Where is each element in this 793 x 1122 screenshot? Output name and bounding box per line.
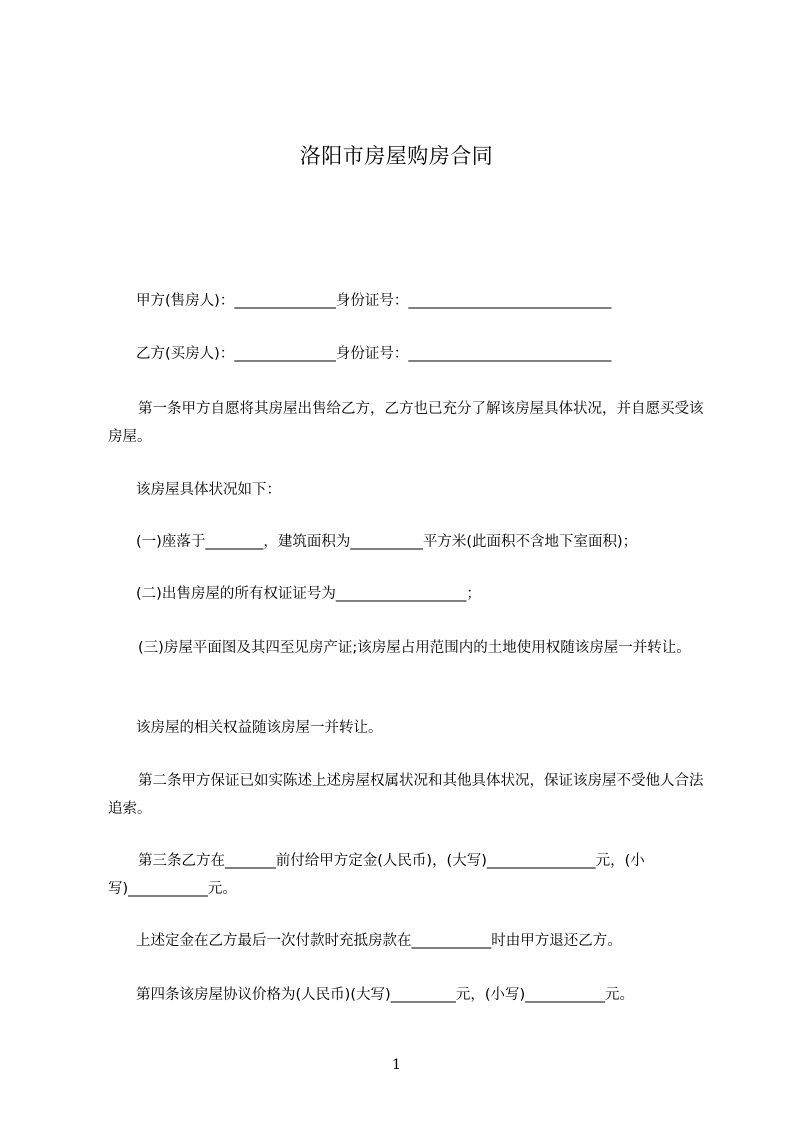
party-b-line: 乙方(买房人)：______________身份证号：____________________________ (136, 346, 612, 362)
page-number: 1 (392, 1057, 401, 1073)
deposit-offset: 上述定金在乙方最后一次付款时充抵房款在___________时由甲方退还乙方。 (136, 933, 622, 949)
house-item-2: (二)出售房屋的所有权证证号为__________________； (136, 586, 481, 602)
house-status-heading: 该房屋具体状况如下： (136, 482, 281, 498)
document-title: 洛阳市房屋购房合同 (299, 144, 494, 168)
article-4: 第四条该房屋协议价格为(人民币)(大写)_________元，(小写)___________元。 (136, 987, 634, 1003)
party-a-line: 甲方(售房人)：______________身份证号：____________________________ (136, 293, 612, 309)
house-item-3: (三)房屋平面图及其四至见房产证;该房屋占用范围内的土地使用权随该房屋一并转让。 (138, 640, 691, 656)
house-item-1: (一)座落于________，建筑面积为__________平方米(此面积不含地下室面积)； (136, 534, 638, 550)
article-3: 第三条乙方在_______前付给甲方定金(人民币)，(大写)_______________元，(小写)___________元。 (108, 853, 645, 897)
related-rights: 该房屋的相关权益随该房屋一并转让。 (136, 720, 383, 736)
article-2: 第二条甲方保证已如实陈述上述房屋权属状况和其他具体状况，保证该房屋不受他人合法追索。 (108, 773, 704, 817)
article-1: 第一条甲方自愿将其房屋出售给乙方，乙方也已充分了解该房屋具体状况，并自愿买受该房屋。 (108, 401, 704, 445)
